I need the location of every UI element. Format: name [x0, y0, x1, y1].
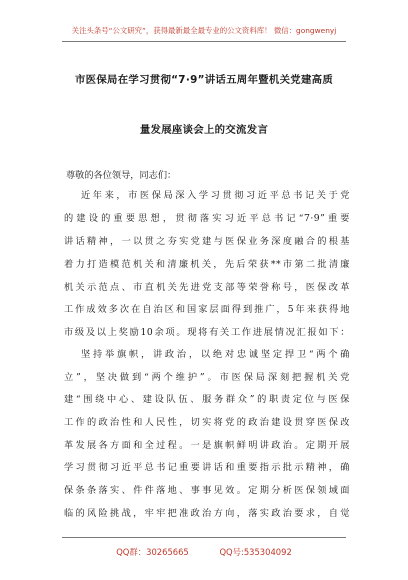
- body-line: 立”，坚决做到“两个维护”。市医保局深刻把握机关党: [64, 372, 350, 383]
- header-promo-note: 关注头条号“公文研究”，获得最新最全最专业的公文资料库！ 微信：gongwenyj: [71, 26, 337, 35]
- body-line: 工作成效多次在自治区和国家层面得到推广，5年来获得地: [64, 304, 350, 315]
- body-line: 的建设的重要思想，贯彻落实习近平总书记“7·9”重要: [64, 213, 350, 224]
- body-line: 机关示范点、市直机关先进党支部等荣誉称号，医保改革: [64, 282, 350, 293]
- footer-contact: [0, 546, 408, 558]
- body-line: 建“围绕中心、建设队伍、服务群众”的职责定位与医保: [64, 394, 350, 405]
- document-title-line-2: 量发展座谈会上的交流发言: [139, 124, 269, 136]
- body-line: 市级及以上奖励10余项。现将有关工作进展情况汇报如下：: [64, 327, 350, 338]
- footer-divider: [62, 537, 346, 538]
- body-line: 保条条落实、件件落地、事事见效。定期分析医保领域面: [64, 485, 350, 496]
- body-line: 近年来，市医保局深入学习贯彻习近平总书记关于党: [81, 190, 350, 201]
- body-line: 着力打造模范机关和清廉机关，先后荣获**市第二批清廉: [64, 259, 350, 270]
- body-line: 工作的政治性和人民性，切实将党的政治建设贯穿医保改: [64, 417, 350, 428]
- document-title-line-1: 市医保局在学习贯彻“7·9”讲话五周年暨机关党建高质: [74, 74, 334, 86]
- body-line: 临的风险挑战，牢牢把准政治方向，落实政治要求，自觉: [64, 508, 350, 519]
- body-line: 坚持举旗帜，讲政治，以绝对忠诚坚定捍卫“两个确: [81, 349, 350, 360]
- footer-qq-group: QQ群：30265665: [116, 547, 189, 557]
- body-line: 学习贯彻习近平总书记重要讲话和重要指示批示精神，确: [64, 462, 350, 473]
- body-line: 革发展各方面和全过程。一是旗帜鲜明讲政治。定期开展: [64, 440, 350, 451]
- header-divider: [62, 41, 346, 42]
- salutation: 尊敬的各位领导，同志们：: [66, 170, 177, 181]
- body-line: 讲话精神，一以贯之夯实党建与医保业务深度融合的根基: [64, 236, 350, 247]
- footer-qq-number: QQ号:535304092: [219, 547, 292, 557]
